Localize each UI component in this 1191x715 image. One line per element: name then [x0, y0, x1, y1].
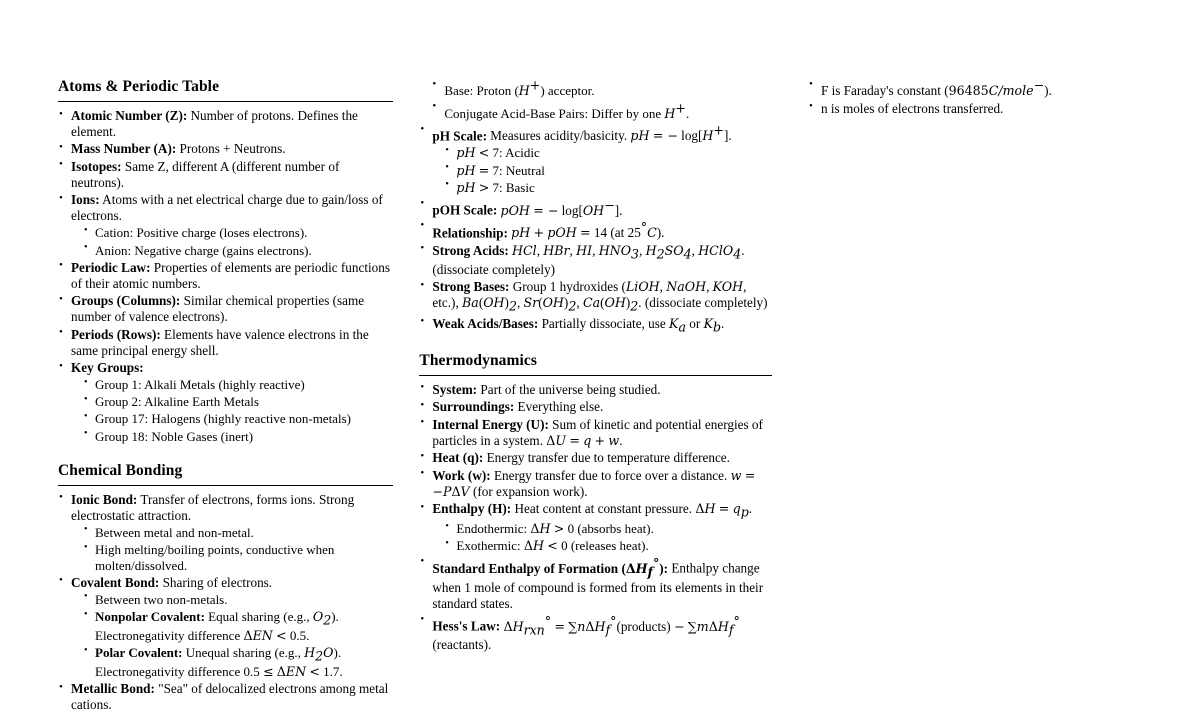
- sublist-item: [83, 542, 393, 573]
- list-item: [808, 78, 1151, 99]
- item-text: Base: Proton (H+) acceptor.: [444, 78, 595, 99]
- item-text: Between two non-metals.: [95, 591, 228, 607]
- item-text: Cation: Positive charge (loses electrons).: [95, 225, 308, 241]
- item-text: Conjugate Acid-Base Pairs: Differ by one H+.: [444, 100, 690, 121]
- three-column-layout: [40, 78, 1151, 715]
- section-heading-thermodynamics: Thermodynamics: [419, 352, 772, 376]
- section-heading-chemical-bonding: Chemical Bonding: [58, 462, 393, 486]
- list-item: [419, 197, 772, 218]
- sublist-item: [83, 592, 393, 608]
- list-acids-bases-continued: [419, 78, 772, 334]
- term-label: Isotopes:: [71, 158, 122, 174]
- list-electrochemistry-continued: [808, 78, 1151, 117]
- item-text: pH < 7: Acidic: [456, 145, 540, 161]
- list-item: [58, 159, 393, 191]
- column-3: [798, 78, 1151, 118]
- list-item: [419, 220, 772, 241]
- item-text: Elements have valence electrons in the same principal energy shell.: [71, 326, 369, 358]
- list-item: [419, 613, 772, 653]
- item-text: Exothermic: ΔH < 0 (releases heat).: [456, 538, 649, 554]
- item-text: pH > 7: Basic: [456, 179, 535, 195]
- term-label: Periodic Law:: [71, 259, 151, 275]
- term-label: Surroundings:: [432, 399, 515, 415]
- term-label: Internal Energy (U):: [432, 416, 549, 432]
- list-thermodynamics: [419, 382, 772, 654]
- sublist-item: [83, 243, 393, 259]
- item-text: Measures acidity/basicity. pH = − log[H+].: [490, 123, 732, 144]
- item-text: Everything else.: [517, 399, 604, 415]
- term-label: System:: [432, 381, 478, 397]
- column-2: [419, 78, 772, 655]
- term-label: Nonpolar Covalent:: [95, 609, 205, 625]
- item-text: Anion: Negative charge (gains electrons).: [95, 242, 312, 258]
- term-label: Relationship:: [432, 225, 508, 241]
- item-text: Sharing of electrons.: [162, 574, 273, 590]
- term-label: Strong Bases:: [432, 279, 510, 295]
- item-text: Group 1 hydroxides (LiOH, NaOH, KOH, etc.), $Ba(OH)_2$, $Sr(OH)_2$, $Ca(OH)_2$. (dissociate completely): [432, 279, 768, 314]
- item-text: F is Faraday's constant (96485C/mole−).: [820, 78, 1052, 99]
- list-item: [58, 327, 393, 359]
- list-item: [419, 555, 772, 611]
- item-text: n is moles of electrons transferred.: [820, 100, 1004, 116]
- sublist-item: [444, 521, 772, 537]
- list-atoms-periodic-table: [58, 108, 393, 444]
- item-text: pH = 7: Neutral: [456, 162, 545, 178]
- term-label: Enthalpy (H):: [432, 501, 512, 517]
- sublist-item: [83, 429, 393, 445]
- term-label: Groups (Columns):: [71, 293, 181, 309]
- item-text: Energy transfer due to force over a distance. w = −PΔV (for expansion work).: [432, 467, 756, 499]
- term-label: Heat (q):: [432, 450, 484, 466]
- item-text: Similar chemical properties (same number of valence electrons).: [71, 293, 365, 325]
- sublist: [71, 592, 393, 680]
- sublist-item: [83, 394, 393, 410]
- list-item: [419, 316, 772, 335]
- list-item: [58, 492, 393, 574]
- item-text: Unequal sharing (e.g., $H_2O$). Electronegativity difference 0.5 ≤ ΔEN < 1.7.: [95, 645, 343, 680]
- term-label: Metallic Bond:: [71, 681, 155, 697]
- list-item: [419, 468, 772, 500]
- item-text: Partially dissociate, use $K_a$ or $K_b$.: [541, 315, 725, 335]
- list-item: [58, 681, 393, 713]
- item-text: Equal sharing (e.g., $O_2$). Electronegativity difference ΔEN < 0.5.: [95, 609, 339, 643]
- spacer: [58, 446, 393, 462]
- item-text: $\Delta H_{rxn}^\circ$ = ∑nΔH$_f$°(products) − ∑mΔH$_f$°(reactants).: [432, 613, 740, 653]
- item-text: HCl, HBr, HI, $HNO_3$, $H_2SO_4$, HClO$_4$. (dissociate completely): [432, 242, 745, 277]
- sublist-item: [444, 180, 772, 196]
- list-item: [58, 575, 393, 680]
- list-item: [808, 101, 1151, 117]
- sublist: [71, 377, 393, 444]
- list-item: [58, 141, 393, 157]
- section-heading-atoms-periodic-table: Atoms & Periodic Table: [58, 78, 393, 102]
- list-chemical-bonding: [58, 492, 393, 713]
- item-text: Group 2: Alkaline Earth Metals: [95, 394, 259, 410]
- list-item: [58, 360, 393, 444]
- item-text: Number of protons. Defines the element.: [71, 108, 358, 139]
- list-item: [58, 293, 393, 325]
- sublist-item: [444, 538, 772, 554]
- item-text: Transfer of electrons, forms ions. Strong electrostatic attraction.: [71, 491, 355, 523]
- column-1: [40, 78, 393, 715]
- item-text: Group 17: Halogens (highly reactive non-metals): [95, 411, 351, 427]
- list-item: [419, 450, 772, 466]
- term-label: Mass Number (A):: [71, 141, 177, 157]
- item-text: Same Z, different A (different number of neutrons).: [71, 158, 340, 190]
- list-item: [419, 382, 772, 398]
- sublist: [71, 525, 393, 574]
- list-item: [419, 417, 772, 449]
- item-text: Energy transfer due to temperature difference.: [486, 450, 730, 466]
- sublist-item: [83, 525, 393, 541]
- term-label: Weak Acids/Bases:: [432, 315, 539, 331]
- item-text: Atoms with a net electrical charge due to gain/loss of electrons.: [71, 192, 383, 224]
- term-label: Work (w):: [432, 467, 491, 483]
- list-item: [419, 123, 772, 196]
- item-text: pH + pOH = 14 (at 25°C).: [511, 219, 665, 241]
- item-text: Part of the universe being studied.: [480, 381, 661, 397]
- item-text: Endothermic: ΔH > 0 (absorbs heat).: [456, 521, 654, 537]
- item-text: Enthalpy change when 1 mole of compound is formed from its elements in their standard states.: [432, 560, 764, 611]
- list-item: [58, 192, 393, 258]
- item-text: Heat content at constant pressure. $\Delta H = q_p$.: [514, 501, 753, 520]
- item-text: Group 1: Alkali Metals (highly reactive): [95, 377, 305, 392]
- term-label: Periods (Rows):: [71, 326, 161, 342]
- list-item: [58, 260, 393, 292]
- list-item: [431, 78, 772, 99]
- term-label: Standard Enthalpy of Formation $(\Delta H_f^\circ)$:: [432, 555, 669, 580]
- item-text: Properties of elements are periodic functions of their atomic numbers.: [71, 259, 390, 291]
- term-label: Strong Acids:: [432, 242, 509, 258]
- term-label: Polar Covalent:: [95, 645, 183, 661]
- sublist-item: [444, 163, 772, 179]
- item-text: Sum of kinetic and potential energies of particles in a system. ΔU = q + w.: [432, 416, 763, 448]
- sublist-item: [83, 377, 393, 393]
- term-label: Ionic Bond:: [71, 491, 138, 507]
- sublist-item: [83, 609, 393, 644]
- item-text: "Sea" of delocalized electrons among metal cations.: [71, 681, 389, 713]
- spacer: [419, 336, 772, 352]
- term-label: Hess's Law:: [432, 618, 501, 634]
- term-label: Ions:: [71, 192, 100, 208]
- sublist-item: [83, 225, 393, 241]
- item-text: Between metal and non-metal.: [95, 524, 254, 540]
- list-item: [419, 501, 772, 554]
- list-item: [419, 243, 772, 278]
- list-item: [419, 399, 772, 415]
- list-item: [58, 108, 393, 140]
- term-label: pOH Scale:: [432, 202, 498, 218]
- term-label: Covalent Bond:: [71, 574, 160, 590]
- term-label: pH Scale:: [432, 128, 487, 144]
- sublist-item: [83, 411, 393, 427]
- list-item: [431, 101, 772, 122]
- sublist: [71, 225, 393, 258]
- term-label: Key Groups:: [71, 360, 144, 376]
- item-text: pOH = − log[OH−].: [500, 197, 623, 218]
- item-text: Protons + Neutrons.: [179, 141, 286, 157]
- item-text: Group 18: Noble Gases (inert): [95, 428, 254, 444]
- sublist-item: [83, 645, 393, 680]
- item-text: High melting/boiling points, conductive when molten/dissolved.: [95, 542, 335, 573]
- list-item: [419, 279, 772, 314]
- term-label: Atomic Number (Z):: [71, 108, 188, 123]
- sublist: [432, 145, 772, 195]
- sublist: [432, 521, 772, 554]
- sublist-item: [444, 145, 772, 161]
